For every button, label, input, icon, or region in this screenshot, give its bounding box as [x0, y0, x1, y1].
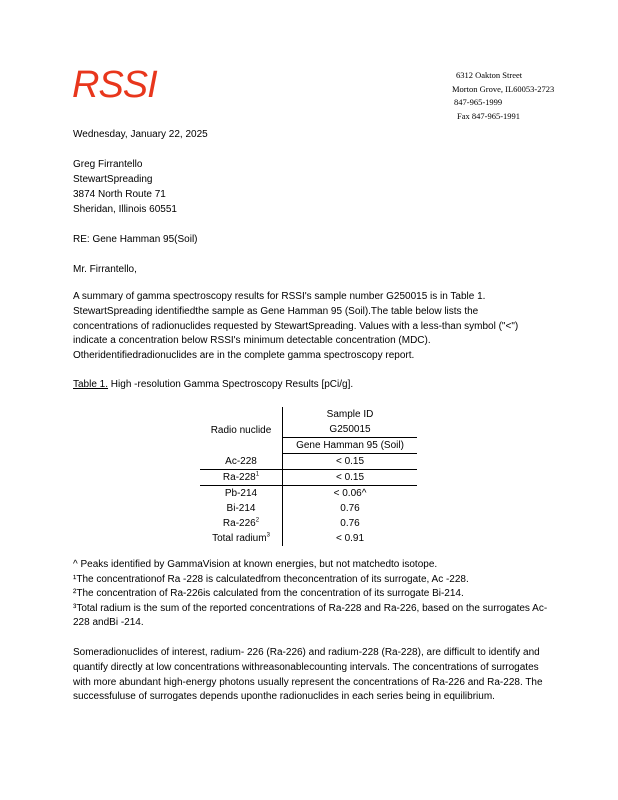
- table-caption: [73, 377, 353, 392]
- nuclide-cell: $Ra-226^2$: [200, 516, 283, 531]
- sample-id-label: Sample ID: [326, 409, 374, 420]
- sample-name: Gene Hamman 95 (Soil): [283, 438, 418, 454]
- value-cell: 0.76: [340, 503, 360, 514]
- re-line: RE: Gene Hamman 95(Soil): [73, 234, 198, 245]
- footnotes: [73, 558, 548, 631]
- table-row: [200, 501, 417, 516]
- nuclide-cell: Total radium$^3$: [200, 531, 283, 546]
- col-header-nuclide: Radio nuclide: [200, 407, 283, 454]
- address-city: Morton Grove, IL60053-2723: [452, 83, 555, 94]
- table-caption-text: High -resolution Gamma Spectroscopy Results [pCi/g].: [108, 379, 354, 390]
- address-fax: Fax 847-965-1991: [457, 110, 521, 121]
- recipient-address: [73, 157, 177, 217]
- footnote-3: ³Total radium is the sum of the reported concentrations of Ra-228 and Ra-226, based on the surrogates Ac-228 andBi -214.: [73, 602, 548, 628]
- nuclide-cell: $Ra-228^1$: [200, 470, 283, 486]
- rssi-logo: RSSI: [72, 64, 157, 106]
- recipient-company: StewartSpreading: [73, 174, 153, 185]
- letter-date: Wednesday, January 22, 2025: [73, 129, 208, 140]
- summary-paragraph: A summary of gamma spectroscopy results for RSSI's sample number G250015 is in Table 1. StewartSpreading identifiedthe sample as Gene Hamman 95 (Soil).The table below lists the concentrations of radionuclides requested by StewartSpreading. Values with a less-than symbol ("<") indicate a concentration below RSSI's minimum detectable concentration (MDC). Otheridentifiedradionuclides are in the complete gamma spectroscopy report.: [73, 291, 519, 362]
- value-cell: 0.76: [340, 518, 360, 529]
- nuclide-cell: Ac-228: [200, 454, 283, 470]
- table-caption-label: Table 1.: [73, 379, 109, 390]
- closing-paragraph: Someradionuclides of interest, radium- 226 (Ra-226) and radium-228 (Ra-228), are difficult to identify and quantify directly at low concentrations withreasonablecounting intervals. The concentrations of surrogates with more abundant high-energy photons usually represent the concentrations of Ra-226 and Ra-228. The successfuluse of surrogates depends uponthe radionuclides in each series being in equilibrium.: [73, 647, 543, 703]
- table-row: [200, 516, 417, 531]
- table-row: [200, 486, 417, 502]
- footnote-1: ¹The concentrationof Ra -228 is calculatedfrom theconcentration of its surrogate, Ac -228.: [73, 573, 469, 585]
- recipient-name: Greg Firrantello: [73, 159, 143, 170]
- value-cell: < 0.15: [283, 454, 418, 470]
- nuclide-cell: Bi-214: [200, 501, 283, 516]
- results-table: [200, 407, 417, 546]
- table-row: [200, 531, 417, 546]
- footnote-2: ²The concentration of Ra-226is calculated from the concentration of its surrogate Bi-214.: [73, 588, 464, 599]
- company-address: [452, 69, 554, 123]
- address-street: 6312 Oakton Street: [456, 70, 523, 80]
- salutation: Mr. Firrantello,: [73, 264, 137, 275]
- table-row: [200, 454, 417, 470]
- recipient-street: 3874 North Route 71: [73, 189, 166, 200]
- table-row: [200, 470, 417, 486]
- value-cell: < 0.91: [335, 533, 365, 544]
- value-cell: < 0.15: [283, 470, 418, 486]
- recipient-city: Sheridan, Illinois 60551: [73, 204, 177, 215]
- nuclide-cell: Pb-214: [200, 486, 283, 502]
- footnote-peaks: ^ Peaks identified by GammaVision at known energies, but not matchedto isotope.: [73, 559, 438, 570]
- sample-id: G250015: [283, 422, 418, 438]
- value-cell: < 0.06^: [333, 488, 367, 499]
- address-phone: 847-965-1999: [454, 97, 503, 107]
